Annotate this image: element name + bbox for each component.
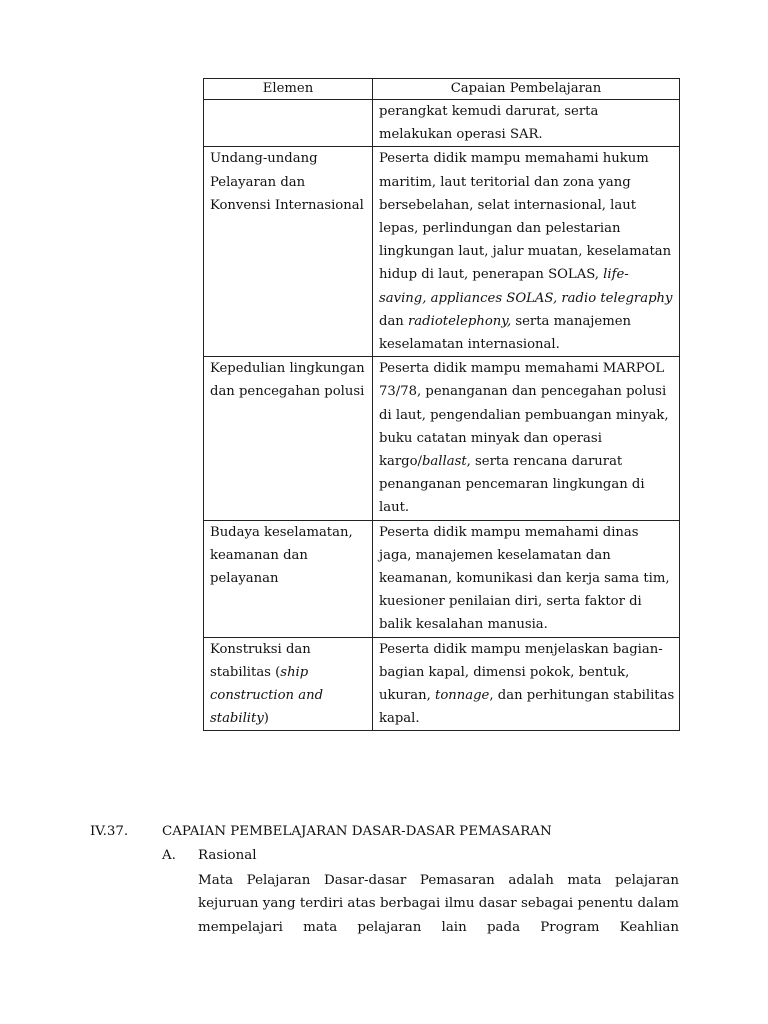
capaian-text: serta manajemen keselamatan internasional.	[379, 313, 631, 353]
capaian-text: Peserta didik mampu memahami hukum maritim, laut teritorial dan zona yang bersebelahan, selat internasional, laut lepas, perlindungan dan pelestarian lingkungan laut, jalur muatan, keselamatan hidup di laut, penerapan SOLAS,	[379, 151, 672, 283]
header-elemen: Elemen	[204, 79, 373, 100]
capaian-italic-text: radiotelephony,	[408, 313, 512, 329]
subsection-letter: A.	[162, 848, 176, 863]
elemen-cell: Undang-undang Pelayaran dan Konvensi Internasional	[204, 147, 373, 357]
elemen-text: )	[263, 711, 269, 727]
capaian-italic-text: life-saving, appliances SOLAS, radio telegraphy	[379, 267, 673, 306]
elemen-italic-text: ship construction and stability	[210, 664, 324, 727]
capaian-cell	[373, 147, 680, 357]
table-row	[204, 147, 680, 357]
capaian-italic-text: ballast	[421, 454, 467, 470]
capaian-cell	[373, 357, 680, 520]
table-row	[204, 357, 680, 520]
learning-outcomes-table	[203, 78, 680, 731]
subsection-title: Rasional	[198, 848, 257, 863]
capaian-cell: perangkat kemudi darurat, serta melakukan operasi SAR.	[373, 100, 680, 147]
table-header-row	[204, 79, 680, 100]
table-row	[204, 520, 680, 637]
section-title: CAPAIAN PEMBELAJARAN DASAR-DASAR PEMASARAN	[162, 824, 552, 839]
capaian-text: , dan perhitungan stabilitas kapal.	[379, 688, 675, 727]
capaian-italic-text: tonnage	[435, 688, 490, 704]
capaian-cell	[373, 637, 680, 731]
capaian-text: Peserta didik mampu memahami MARPOL 73/78, penanganan dan pencegahan polusi di laut, pengendalian pembuangan minyak, buku catatan minyak dan operasi kargo/	[379, 361, 669, 470]
elemen-cell: Kepedulian lingkungan dan pencegahan polusi	[204, 357, 373, 520]
section-number: IV.37.	[90, 824, 129, 839]
header-capaian: Capaian Pembelajaran	[373, 79, 680, 100]
elemen-cell: Budaya keselamatan, keamanan dan pelayanan	[204, 520, 373, 637]
table-row	[204, 637, 680, 731]
elemen-cell-empty	[204, 100, 373, 147]
capaian-cell: Peserta didik mampu memahami dinas jaga, manajemen keselamatan dan keamanan, komunikasi dan kerja sama tim, kuesioner penilaian diri, serta faktor di balik kesalahan manusia.	[373, 520, 680, 637]
capaian-text: dan	[379, 313, 408, 329]
elemen-cell	[204, 637, 373, 731]
table-row	[204, 100, 680, 147]
rasional-paragraph: Mata Pelajaran Dasar-dasar Pemasaran adalah mata pelajaran kejuruan yang terdiri atas berbagai ilmu dasar sebagai penentu dalam mempelajari mata pelajaran lain pada Program Keahlian	[198, 873, 679, 935]
capaian-text: Peserta didik mampu menjelaskan bagian-bagian kapal, dimensi pokok, bentuk, ukuran,	[379, 641, 663, 704]
elemen-text: Konstruksi dan stabilitas (	[210, 641, 311, 680]
capaian-text: , serta rencana darurat penanganan pencemaran lingkungan di laut.	[379, 454, 645, 516]
